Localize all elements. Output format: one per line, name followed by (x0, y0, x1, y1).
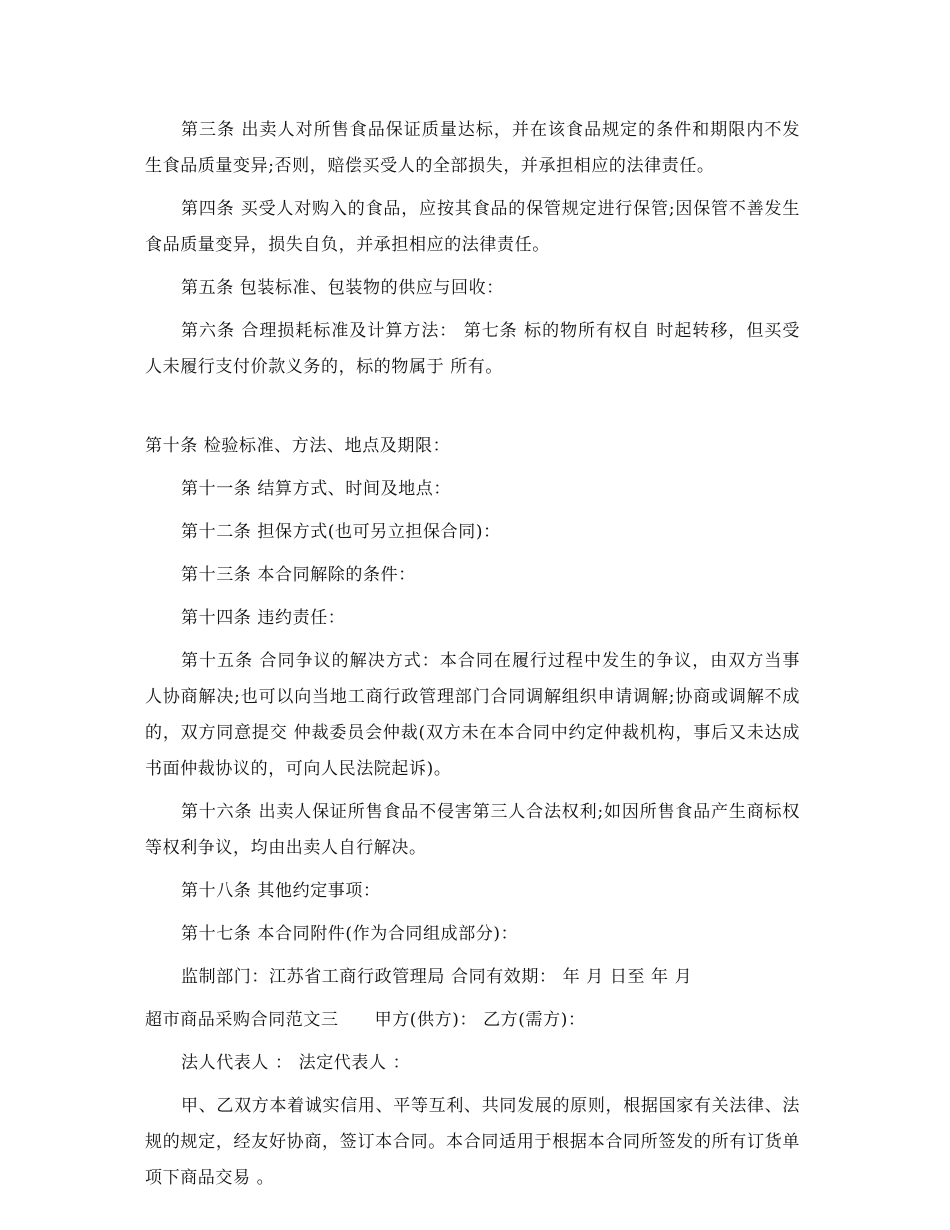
supervision-line: 监制部门：江苏省工商行政管理局 合同有效期： 年 月 日至 年 月 (181, 967, 693, 987)
clause-12: 第十二条 担保方式(也可另立担保合同)： (181, 522, 501, 542)
contract-title-line (145, 1002, 800, 1038)
contract-title: 超市商品采购合同范文三 (145, 1010, 339, 1030)
clause-15: 第十五条 合同争议的解决方式：本合同在履行过程中发生的争议，由双方当事人协商解决;也可以向当地工商行政管理部门合同调解组织申请调解;协商或调解不成的，双方同意提交 仲裁委员会仲裁(双方未在本合同中约定仲裁机构，事后又未达成书面仲裁协议的，可向人民法院起诉)。 (145, 651, 800, 779)
parties-label: 甲方(供方)： 乙方(需方)： (374, 1010, 586, 1030)
representatives-line: 法人代表人 ： 法定代表人 ： (181, 1053, 411, 1073)
preamble: 甲、乙双方本着诚实信用、平等互利、共同发展的原则，根据国家有关法律、法规的规定，经友好协商，签订本合同。本合同适用于根据本合同所签发的所有订货单项下商品交易 。 (145, 1096, 800, 1188)
blank-gap (145, 392, 800, 428)
clause-6-7: 第六条 合理损耗标准及计算方法： 第七条 标的物所有权自 时起转移，但买受人未履行支付价款义务的，标的物属于 所有。 (145, 321, 800, 377)
clause-17: 第十七条 本合同附件(作为合同组成部分)： (181, 924, 519, 944)
clause-18: 第十八条 其他约定事项： (181, 881, 381, 901)
clause-4: 第四条 买受人对购入的食品，应按其食品的保管规定进行保管;因保管不善发生食品质量变异，损失自负，并承担相应的法律责任。 (145, 199, 800, 255)
clause-3: 第三条 出卖人对所售食品保证质量达标，并在该食品规定的条件和期限内不发生食品质量变异;否则，赔偿买受人的全部损失，并承担相应的法律责任。 (145, 120, 800, 176)
clause-5: 第五条 包装标准、包装物的供应与回收： (181, 278, 504, 298)
clause-14: 第十四条 违约责任： (181, 608, 346, 628)
clause-13: 第十三条 本合同解除的条件： (181, 565, 416, 585)
clause-16: 第十六条 出卖人保证所售食品不侵害第三人合法权利;如因所售食品产生商标权等权利争议，均由出卖人自行解决。 (145, 802, 800, 858)
clause-11: 第十一条 结算方式、时间及地点： (181, 479, 452, 499)
clause-10: 第十条 检验标准、方法、地点及期限： (145, 436, 451, 456)
